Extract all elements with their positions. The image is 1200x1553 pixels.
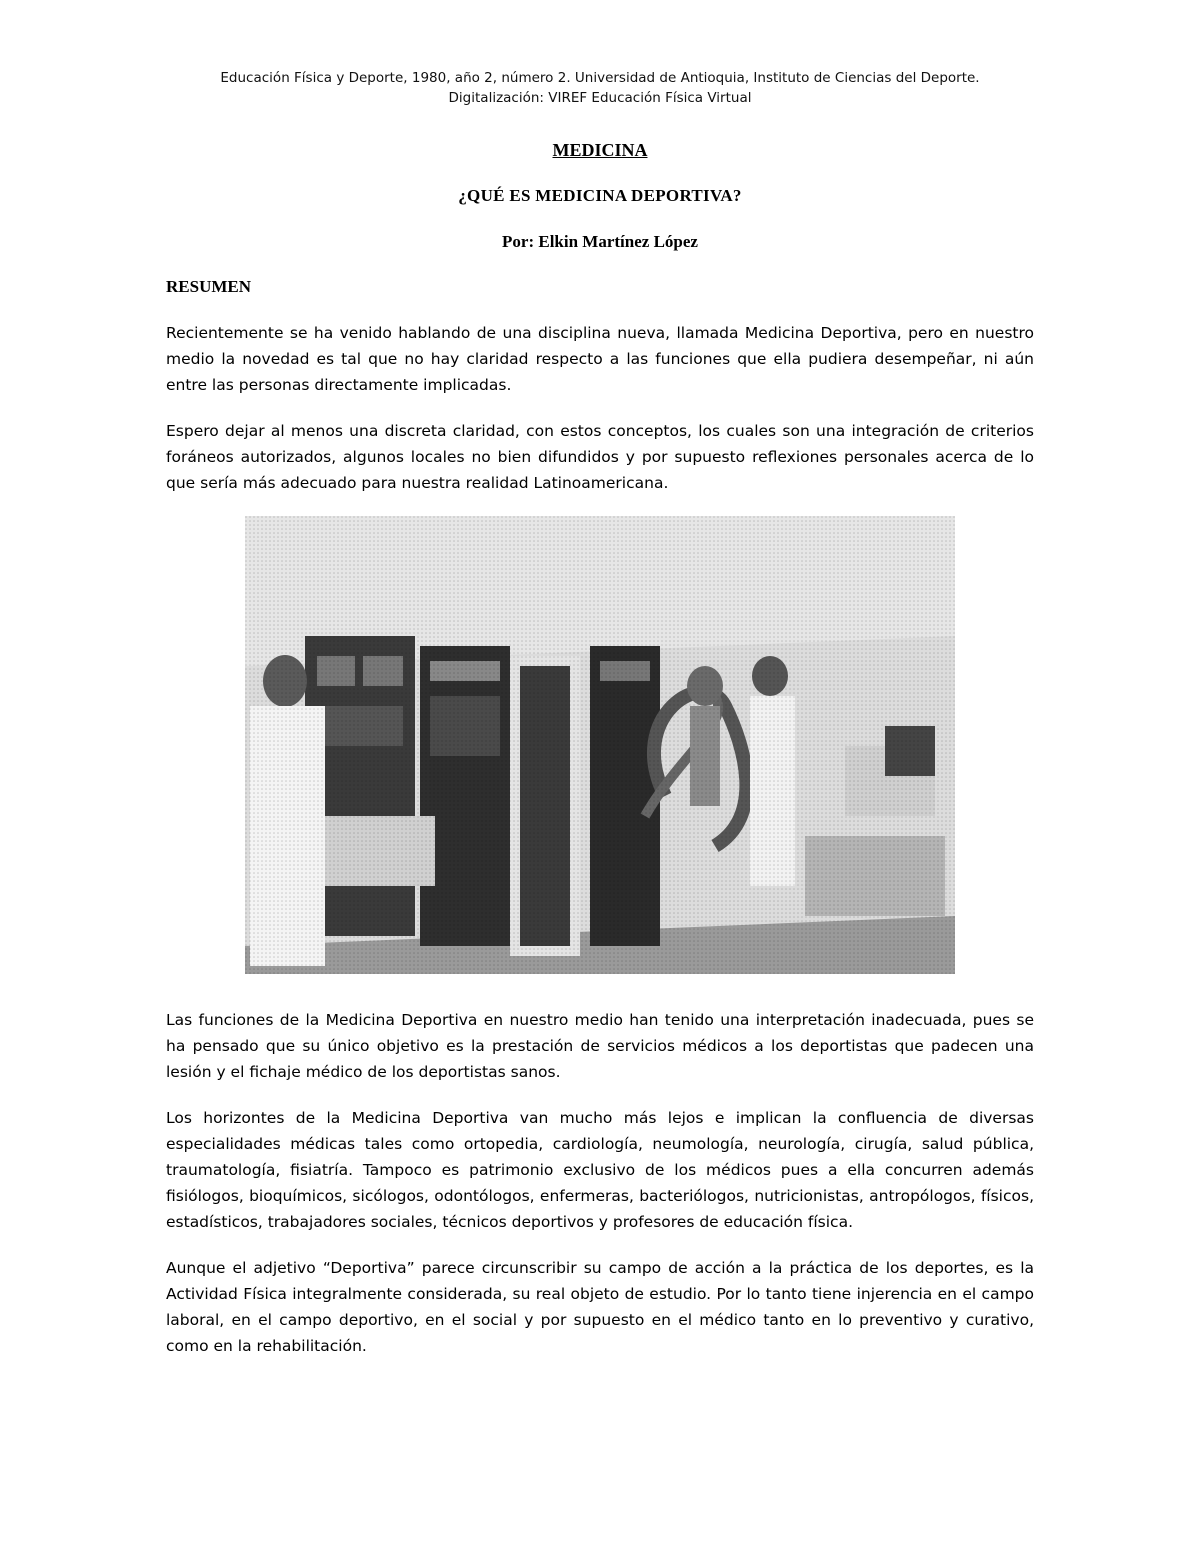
publication-header: [0, 68, 1200, 108]
lab-photograph: [245, 516, 955, 974]
paragraph-1: Recientemente se ha venido hablando de una disciplina nueva, llamada Medicina Deportiva, pero en nuestro medio la novedad es tal que no hay claridad respecto a las funciones que ella pudiera desempeñar, ni aún entre las personas directamente implicadas.: [166, 324, 1034, 394]
paragraph-4: Los horizontes de la Medicina Deportiva van mucho más lejos e implican la confluencia de diversas especialidades médicas tales como ortopedia, cardiología, neumología, neurología, cirugía, salud pública, traumatología, fisiatría. Tampoco es patrimonio exclusivo de los médicos pues a ella concurren además fisiólogos, bioquímicos, sicólogos, odontólogos, enfermeras, bacteriólogos, nutricionistas, antropólogos, físicos, estadísticos, trabajadores sociales, técnicos deportivos y profesores de educación física.: [166, 1109, 1034, 1231]
section-title: MEDICINA: [552, 140, 648, 160]
paragraph-5: Aunque el adjetivo “Deportiva” parece circunscribir su campo de acción a la práctica de los deportes, es la Actividad Física integralmente considerada, su real objeto de estudio. Por lo tanto tiene injerencia en el campo laboral, en el campo deportivo, en el social y por supuesto en el médico tanto en lo preventivo y curativo, como en la rehabilitación.: [166, 1259, 1034, 1355]
header-line-2: Digitalización: VIREF Educación Física Virtual: [448, 90, 752, 106]
article-title: ¿QUÉ ES MEDICINA DEPORTIVA?: [458, 186, 742, 205]
author-byline: Por: Elkin Martínez López: [502, 232, 698, 251]
paragraph-3: Las funciones de la Medicina Deportiva en nuestro medio han tenido una interpretación inadecuada, pues se ha pensado que su único objetivo es la prestación de servicios médicos a los deportistas que padecen una lesión y el fichaje médico de los deportistas sanos.: [166, 1011, 1034, 1081]
abstract-heading: RESUMEN: [166, 277, 252, 296]
header-line-1: Educación Física y Deporte, 1980, año 2, número 2. Universidad de Antioquia, Instituto de Ciencias del Deporte.: [220, 70, 980, 86]
paragraph-2: Espero dejar al menos una discreta claridad, con estos conceptos, los cuales son una integración de criterios foráneos autorizados, algunos locales no bien difundidos y por supuesto reflexiones personales acerca de lo que sería más adecuado para nuestra realidad Latinoamericana.: [166, 422, 1034, 492]
